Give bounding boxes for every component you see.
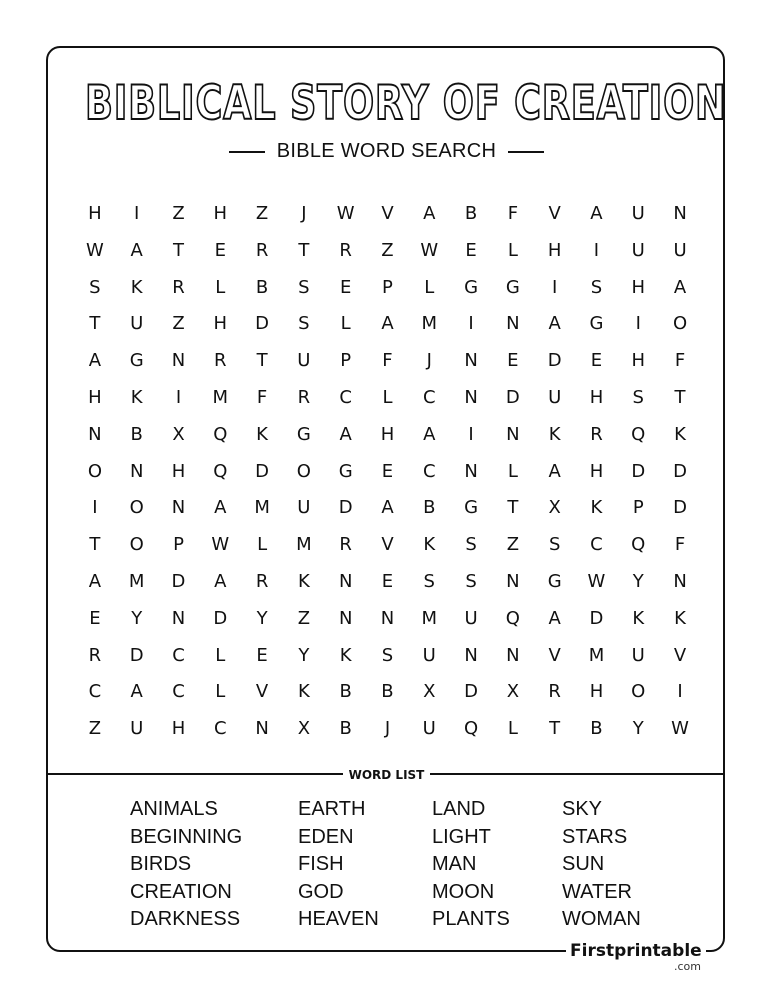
grid-cell: U bbox=[297, 497, 311, 519]
grid-cell: J bbox=[426, 350, 432, 372]
grid-cell: G bbox=[589, 313, 604, 335]
grid-cell: M bbox=[421, 313, 438, 335]
grid-cell: K bbox=[130, 386, 143, 408]
grid-cell: N bbox=[464, 386, 478, 408]
grid-cell: I bbox=[593, 239, 600, 261]
grid-cell: S bbox=[548, 534, 561, 556]
grid-cell: A bbox=[214, 497, 227, 519]
grid-cell: C bbox=[422, 460, 436, 482]
grid-cell: Q bbox=[631, 423, 646, 445]
grid-cell: M bbox=[296, 534, 312, 556]
grid-cell: F bbox=[382, 350, 393, 372]
grid-cell: W bbox=[211, 534, 230, 556]
brand-domain: .com bbox=[674, 960, 701, 973]
grid-cell: X bbox=[506, 681, 520, 703]
grid-cell: R bbox=[339, 534, 352, 556]
grid-cell: K bbox=[130, 276, 143, 298]
grid-cell: W bbox=[671, 718, 689, 740]
grid-cell: V bbox=[381, 203, 394, 224]
brand-logo: Firstprintable bbox=[566, 941, 706, 961]
page-title: BIBLICAL STORY OF CREATION bbox=[85, 76, 727, 131]
grid-cell: A bbox=[130, 239, 143, 261]
grid-cell: I bbox=[468, 313, 474, 335]
word-item: GOD bbox=[298, 880, 344, 903]
grid-cell: L bbox=[215, 681, 226, 703]
grid-cell: H bbox=[171, 718, 186, 740]
grid-cell: J bbox=[301, 203, 307, 224]
grid-cell: T bbox=[172, 239, 184, 261]
grid-cell: P bbox=[382, 276, 393, 298]
grid-cell: Z bbox=[506, 534, 520, 556]
grid-cell: N bbox=[171, 350, 186, 372]
grid-cell: S bbox=[89, 276, 101, 298]
grid-cell: I bbox=[677, 681, 683, 703]
grid-cell: U bbox=[631, 203, 645, 224]
grid-cell: R bbox=[548, 681, 561, 703]
grid-cell: F bbox=[674, 534, 686, 556]
grid-cell: E bbox=[381, 570, 394, 592]
grid-cell: I bbox=[552, 276, 558, 298]
grid-cell: Q bbox=[213, 423, 228, 445]
grid-cell: Z bbox=[297, 607, 311, 629]
word-item: FISH bbox=[298, 853, 344, 876]
grid-cell: W bbox=[587, 570, 606, 592]
grid-cell: C bbox=[172, 681, 185, 703]
grid-cell: T bbox=[89, 313, 101, 335]
grid-cell: N bbox=[506, 570, 520, 592]
grid-cell: S bbox=[465, 534, 477, 556]
grid-cell: Y bbox=[632, 718, 644, 740]
grid-cell: A bbox=[423, 423, 436, 445]
grid-cell: S bbox=[465, 570, 477, 592]
grid-cell: E bbox=[214, 239, 226, 261]
grid-cell: N bbox=[464, 644, 478, 666]
grid-cell: E bbox=[256, 644, 268, 666]
grid-cell: E bbox=[590, 350, 603, 372]
grid-cell: Z bbox=[255, 203, 269, 224]
word-list-column-3 bbox=[432, 796, 510, 934]
grid-cell: H bbox=[631, 350, 646, 372]
grid-cell: K bbox=[256, 423, 268, 445]
grid-cell: H bbox=[88, 386, 102, 408]
grid-cell: G bbox=[129, 350, 144, 372]
grid-cell: O bbox=[129, 497, 144, 519]
grid-cell: N bbox=[88, 423, 102, 445]
grid-cell: Z bbox=[381, 239, 394, 261]
grid-cell: S bbox=[298, 313, 310, 335]
grid-cell: H bbox=[213, 313, 228, 335]
grid-cell: N bbox=[673, 203, 687, 224]
word-item: LIGHT bbox=[432, 825, 491, 848]
grid-cell: S bbox=[632, 386, 644, 408]
grid-cell: T bbox=[674, 386, 686, 408]
grid-cell: N bbox=[338, 607, 353, 629]
grid-cell: V bbox=[673, 644, 687, 666]
word-list-heading bbox=[0, 764, 773, 783]
grid-cell: A bbox=[381, 497, 394, 519]
grid-cell: M bbox=[128, 570, 145, 592]
grid-cell: W bbox=[336, 203, 355, 224]
grid-cell: N bbox=[129, 460, 144, 482]
grid-cell: S bbox=[423, 570, 435, 592]
grid-cell: K bbox=[590, 497, 603, 519]
grid-cell: H bbox=[171, 460, 186, 482]
grid-cell: G bbox=[338, 460, 353, 482]
grid-cell: H bbox=[380, 423, 395, 445]
grid-cell: A bbox=[590, 203, 603, 224]
grid-cell: N bbox=[171, 607, 186, 629]
grid-cell: H bbox=[88, 203, 102, 224]
grid-cell: D bbox=[255, 460, 270, 482]
grid-cell: T bbox=[256, 350, 268, 372]
grid-cell: F bbox=[256, 386, 268, 408]
grid-cell: T bbox=[507, 497, 519, 519]
grid-cell: Y bbox=[256, 607, 268, 629]
grid-cell: R bbox=[255, 570, 269, 592]
grid-cell: N bbox=[506, 423, 520, 445]
word-item: STARS bbox=[562, 825, 628, 848]
grid-cell: E bbox=[465, 239, 477, 261]
grid-cell: D bbox=[213, 607, 228, 629]
grid-cell: A bbox=[130, 681, 143, 703]
word-list-label: WORD LIST bbox=[343, 768, 431, 782]
grid-cell: O bbox=[129, 534, 144, 556]
word-list-column-1 bbox=[130, 796, 242, 934]
grid-cell: Z bbox=[172, 313, 185, 335]
grid-cell: C bbox=[422, 386, 436, 408]
grid-cell: I bbox=[175, 386, 182, 408]
word-item: SUN bbox=[562, 853, 605, 876]
grid-cell: O bbox=[672, 313, 688, 335]
grid-cell: A bbox=[214, 570, 227, 592]
grid-cell: H bbox=[589, 386, 604, 408]
subtitle-dash-right bbox=[508, 151, 544, 153]
grid-cell: D bbox=[255, 313, 270, 335]
grid-cell: V bbox=[381, 534, 394, 556]
grid-cell: W bbox=[420, 239, 439, 261]
grid-cell: T bbox=[298, 239, 310, 261]
grid-cell: O bbox=[87, 460, 102, 482]
grid-cell: N bbox=[506, 313, 520, 335]
grid-cell: Q bbox=[463, 718, 479, 740]
grid-cell: D bbox=[631, 460, 646, 482]
grid-cell: U bbox=[297, 350, 311, 372]
grid-cell: M bbox=[212, 386, 229, 408]
word-item: ANIMALS bbox=[130, 798, 218, 820]
word-item: MAN bbox=[432, 853, 477, 876]
grid-cell: N bbox=[171, 497, 186, 519]
grid-cell: K bbox=[297, 681, 310, 703]
grid-cell: G bbox=[464, 276, 479, 298]
grid-cell: R bbox=[590, 423, 603, 445]
grid-cell: K bbox=[548, 423, 561, 445]
grid-cell: C bbox=[172, 644, 185, 666]
word-item: WOMAN bbox=[562, 908, 641, 931]
word-item: HEAVEN bbox=[298, 908, 379, 931]
grid-cell: I bbox=[134, 203, 140, 224]
grid-cell: S bbox=[381, 644, 394, 666]
word-item: BIRDS bbox=[130, 853, 192, 876]
grid-cell: B bbox=[339, 718, 352, 740]
grid-cell: R bbox=[214, 350, 227, 372]
word-item: BEGINNING bbox=[130, 825, 243, 848]
grid-cell: M bbox=[421, 607, 438, 629]
grid-cell: N bbox=[380, 607, 395, 629]
grid-cell: K bbox=[674, 423, 686, 445]
grid-cell: X bbox=[423, 681, 436, 703]
grid-cell: V bbox=[548, 203, 561, 224]
grid-cell: F bbox=[507, 203, 519, 224]
grid-cell: D bbox=[673, 497, 687, 519]
grid-cell: E bbox=[507, 350, 519, 372]
grid-cell: H bbox=[213, 203, 228, 224]
grid-cell: Z bbox=[172, 203, 185, 224]
grid-cell: Q bbox=[213, 460, 228, 482]
grid-cell: D bbox=[464, 681, 478, 703]
subtitle: BIBLE WORD SEARCH bbox=[276, 140, 497, 162]
grid-cell: P bbox=[173, 534, 184, 556]
grid-cell: E bbox=[381, 460, 394, 482]
grid-cell: L bbox=[507, 460, 518, 482]
grid-cell: K bbox=[632, 607, 645, 629]
grid-cell: S bbox=[590, 276, 603, 298]
grid-cell: O bbox=[296, 460, 311, 482]
grid-cell: D bbox=[505, 386, 520, 408]
grid-cell: P bbox=[340, 350, 352, 372]
grid-cell: X bbox=[548, 497, 561, 519]
grid-cell: A bbox=[548, 607, 561, 629]
grid-cell: C bbox=[590, 534, 603, 556]
grid-cell: A bbox=[88, 570, 102, 592]
word-search-grid bbox=[74, 198, 701, 750]
grid-cell: U bbox=[631, 239, 645, 261]
grid-cell: P bbox=[632, 497, 644, 519]
grid-cell: X bbox=[172, 423, 185, 445]
grid-cell: V bbox=[255, 681, 269, 703]
grid-cell: V bbox=[548, 644, 561, 666]
grid-cell: N bbox=[338, 570, 353, 592]
grid-cell: K bbox=[339, 644, 352, 666]
grid-cell: U bbox=[673, 239, 687, 261]
grid-cell: E bbox=[339, 276, 352, 298]
grid-cell: N bbox=[673, 570, 687, 592]
word-item: SKY bbox=[562, 798, 603, 820]
grid-cell: H bbox=[589, 460, 604, 482]
grid-cell: I bbox=[468, 423, 474, 445]
grid-cell: L bbox=[215, 276, 226, 298]
grid-cell: D bbox=[589, 607, 604, 629]
grid-cell: M bbox=[588, 644, 605, 666]
grid-cell: U bbox=[548, 386, 562, 408]
grid-cell: G bbox=[505, 276, 520, 298]
word-item: EARTH bbox=[298, 798, 366, 820]
grid-cell: K bbox=[297, 570, 310, 592]
grid-cell: L bbox=[257, 534, 268, 556]
grid-cell: U bbox=[130, 718, 144, 740]
grid-cell: Y bbox=[131, 607, 143, 629]
grid-cell: L bbox=[424, 276, 435, 298]
grid-cell: W bbox=[85, 239, 104, 261]
grid-cell: N bbox=[464, 350, 478, 372]
grid-cell: I bbox=[635, 313, 641, 335]
word-item: EDEN bbox=[298, 825, 354, 848]
grid-cell: G bbox=[464, 497, 479, 519]
word-item: PLANTS bbox=[432, 908, 510, 931]
grid-cell: D bbox=[129, 644, 144, 666]
grid-cell: R bbox=[297, 386, 311, 408]
grid-cell: L bbox=[507, 718, 518, 740]
grid-cell: A bbox=[548, 313, 561, 335]
grid-cell: X bbox=[297, 718, 311, 740]
grid-cell: G bbox=[547, 570, 562, 592]
grid-cell: K bbox=[423, 534, 436, 556]
grid-cell: D bbox=[547, 350, 562, 372]
grid-cell: Q bbox=[505, 607, 520, 629]
grid-cell: G bbox=[296, 423, 311, 445]
grid-cell: Z bbox=[88, 718, 102, 740]
grid-cell: L bbox=[215, 644, 226, 666]
grid-cell: A bbox=[673, 276, 687, 298]
subtitle-row bbox=[0, 140, 773, 163]
grid-cell: A bbox=[88, 350, 102, 372]
word-item: MOON bbox=[432, 880, 495, 903]
grid-cell: I bbox=[92, 497, 98, 519]
grid-cell: D bbox=[171, 570, 186, 592]
grid-cell: F bbox=[674, 350, 686, 372]
grid-cell: B bbox=[590, 718, 603, 740]
word-item: WATER bbox=[562, 880, 632, 903]
grid-cell: B bbox=[464, 203, 478, 224]
grid-cell: D bbox=[673, 460, 687, 482]
grid-cell: Y bbox=[298, 644, 310, 666]
grid-cell: L bbox=[382, 386, 393, 408]
grid-cell: N bbox=[464, 460, 478, 482]
grid-cell: D bbox=[338, 497, 353, 519]
grid-cell: A bbox=[339, 423, 352, 445]
grid-cell: R bbox=[172, 276, 185, 298]
grid-cell: Q bbox=[631, 534, 646, 556]
grid-cell: H bbox=[547, 239, 562, 261]
grid-cell: A bbox=[423, 203, 436, 224]
grid-cell: U bbox=[422, 718, 436, 740]
word-item: DARKNESS bbox=[130, 908, 241, 931]
word-list-column-2 bbox=[298, 796, 379, 934]
grid-cell: Y bbox=[632, 570, 644, 592]
grid-cell: T bbox=[89, 534, 101, 556]
word-list-column-4 bbox=[562, 796, 641, 934]
grid-cell: B bbox=[339, 681, 352, 703]
word-item: CREATION bbox=[130, 880, 232, 903]
grid-cell: E bbox=[89, 607, 101, 629]
grid-cell: J bbox=[384, 718, 391, 740]
grid-cell: U bbox=[130, 313, 144, 335]
word-item: LAND bbox=[432, 798, 486, 820]
grid-cell: R bbox=[339, 239, 352, 261]
grid-cell: M bbox=[254, 497, 270, 519]
grid-cell: O bbox=[631, 681, 646, 703]
grid-cell: A bbox=[381, 313, 394, 335]
grid-cell: C bbox=[214, 718, 227, 740]
subtitle-dash-left bbox=[229, 151, 265, 153]
grid-cell: N bbox=[506, 644, 520, 666]
grid-cell: C bbox=[88, 681, 102, 703]
grid-cell: R bbox=[88, 644, 102, 666]
grid-cell: B bbox=[255, 276, 269, 298]
grid-cell: L bbox=[340, 313, 351, 335]
grid-cell: H bbox=[631, 276, 646, 298]
grid-cell: U bbox=[464, 607, 478, 629]
grid-cell: B bbox=[381, 681, 394, 703]
grid-cell: U bbox=[422, 644, 436, 666]
grid-cell: A bbox=[548, 460, 561, 482]
grid-cell: B bbox=[423, 497, 436, 519]
grid-cell: L bbox=[507, 239, 518, 261]
grid-cell: B bbox=[130, 423, 143, 445]
grid-cell: C bbox=[339, 386, 352, 408]
grid-cell: S bbox=[298, 276, 310, 298]
grid-cell: T bbox=[549, 718, 561, 740]
grid-cell: N bbox=[255, 718, 269, 740]
grid-cell: K bbox=[674, 607, 686, 629]
grid-cell: R bbox=[255, 239, 269, 261]
grid-cell: H bbox=[589, 681, 604, 703]
grid-cell: U bbox=[631, 644, 645, 666]
